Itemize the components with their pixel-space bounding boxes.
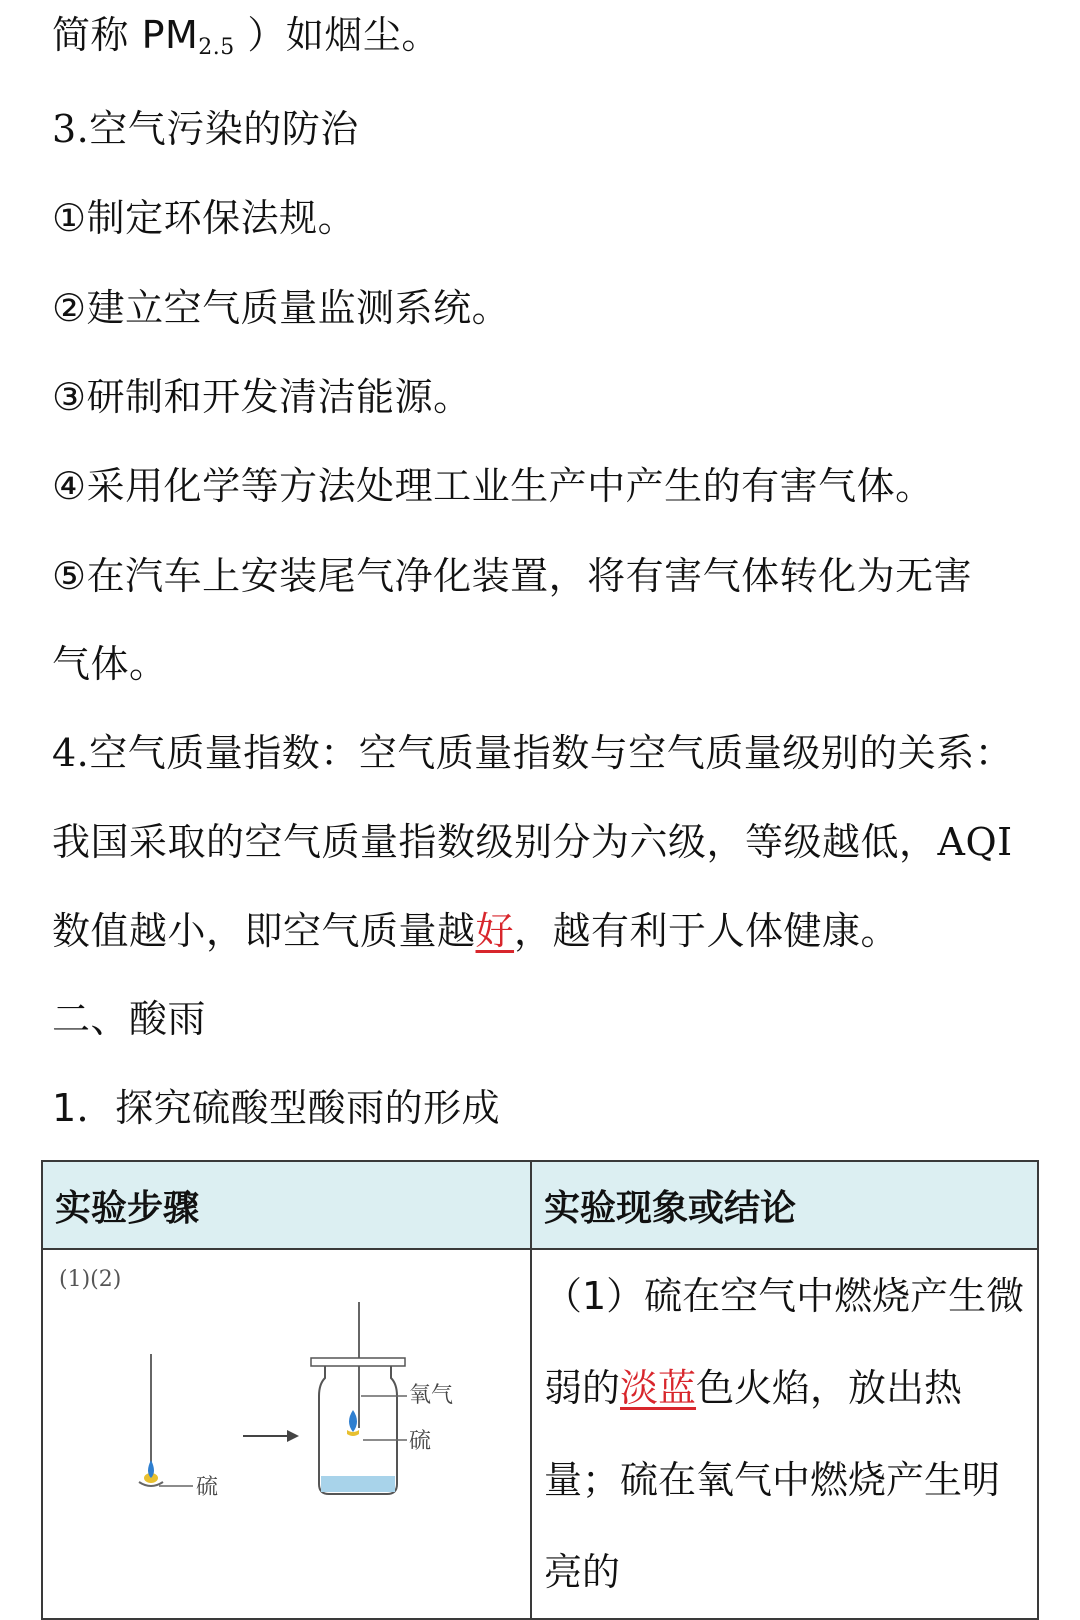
- experiment-table: [41, 1160, 1039, 1620]
- result-text: （1）硫在空气中燃烧产生微弱的: [544, 1274, 1025, 1410]
- subsection-heading-1: 1．探究硫酸型酸雨的形成: [52, 1086, 501, 1130]
- spoon-in-air: [139, 1354, 218, 1500]
- section-title: 空气质量指数：空气质量指数与空气质量级别的关系：: [89, 731, 1014, 775]
- label-sulfur-right: 硫: [409, 1429, 432, 1454]
- table-row: [42, 1249, 1038, 1619]
- list-item-5-cont: 气体。: [52, 642, 168, 686]
- table-header-results: 实验现象或结论: [531, 1161, 1038, 1249]
- table-header-row: [42, 1161, 1038, 1249]
- section-heading-3: [52, 106, 359, 152]
- label-oxygen: 氧气: [409, 1383, 454, 1408]
- label-sulfur-left: 硫: [196, 1475, 219, 1500]
- section-number: 4.: [52, 731, 90, 775]
- figure-step-label: (1)(2): [59, 1267, 122, 1292]
- arrow-icon: [243, 1430, 299, 1442]
- sulfur-combustion-figure: [43, 1250, 532, 1518]
- experiment-result-cell: [531, 1249, 1038, 1619]
- experiment-figure-cell: [42, 1249, 531, 1619]
- pm-tail: ）如烟尘。: [234, 13, 440, 57]
- section-heading-4: [52, 730, 1013, 776]
- paragraph-aqi-1: [52, 819, 1013, 865]
- oxygen-jar: [311, 1302, 453, 1494]
- paragraph-aqi-2: [52, 908, 899, 954]
- paragraph-text: 数值越小，即空气质量越: [52, 909, 476, 953]
- highlight-answer: 好: [475, 909, 515, 953]
- result-text: 色火焰，放出热量；硫在氧气中燃烧产生明亮的: [544, 1366, 1001, 1594]
- paragraph-text: ，越有利于人体健康。: [514, 909, 900, 953]
- pm-text: 简称 PM: [52, 13, 199, 57]
- pm-subscript: 2.5: [198, 35, 235, 60]
- list-item-3: ③研制和开发清洁能源。: [52, 375, 472, 419]
- text-line-pm25: [52, 12, 440, 65]
- aqi-term: AQI: [937, 820, 1013, 864]
- list-item-2: ②建立空气质量监测系统。: [52, 286, 511, 330]
- bright-flame-icon: [349, 1410, 357, 1432]
- list-item-4: ④采用化学等方法处理工业生产中产生的有害气体。: [52, 464, 934, 508]
- chapter-heading-acid-rain: 二、酸雨: [52, 997, 207, 1041]
- section-number: 3.: [52, 107, 90, 151]
- table-header-steps: 实验步骤: [42, 1161, 531, 1249]
- section-title: 空气污染的防治: [89, 107, 359, 151]
- paragraph-text: 我国采取的空气质量指数级别分为六级，等级越低，: [52, 820, 938, 864]
- list-item-5: ⑤在汽车上安装尾气净化装置，将有害气体转化为无害: [52, 554, 973, 598]
- highlight-answer: 淡蓝: [620, 1366, 697, 1410]
- list-item-1: ①制定环保法规。: [52, 196, 357, 240]
